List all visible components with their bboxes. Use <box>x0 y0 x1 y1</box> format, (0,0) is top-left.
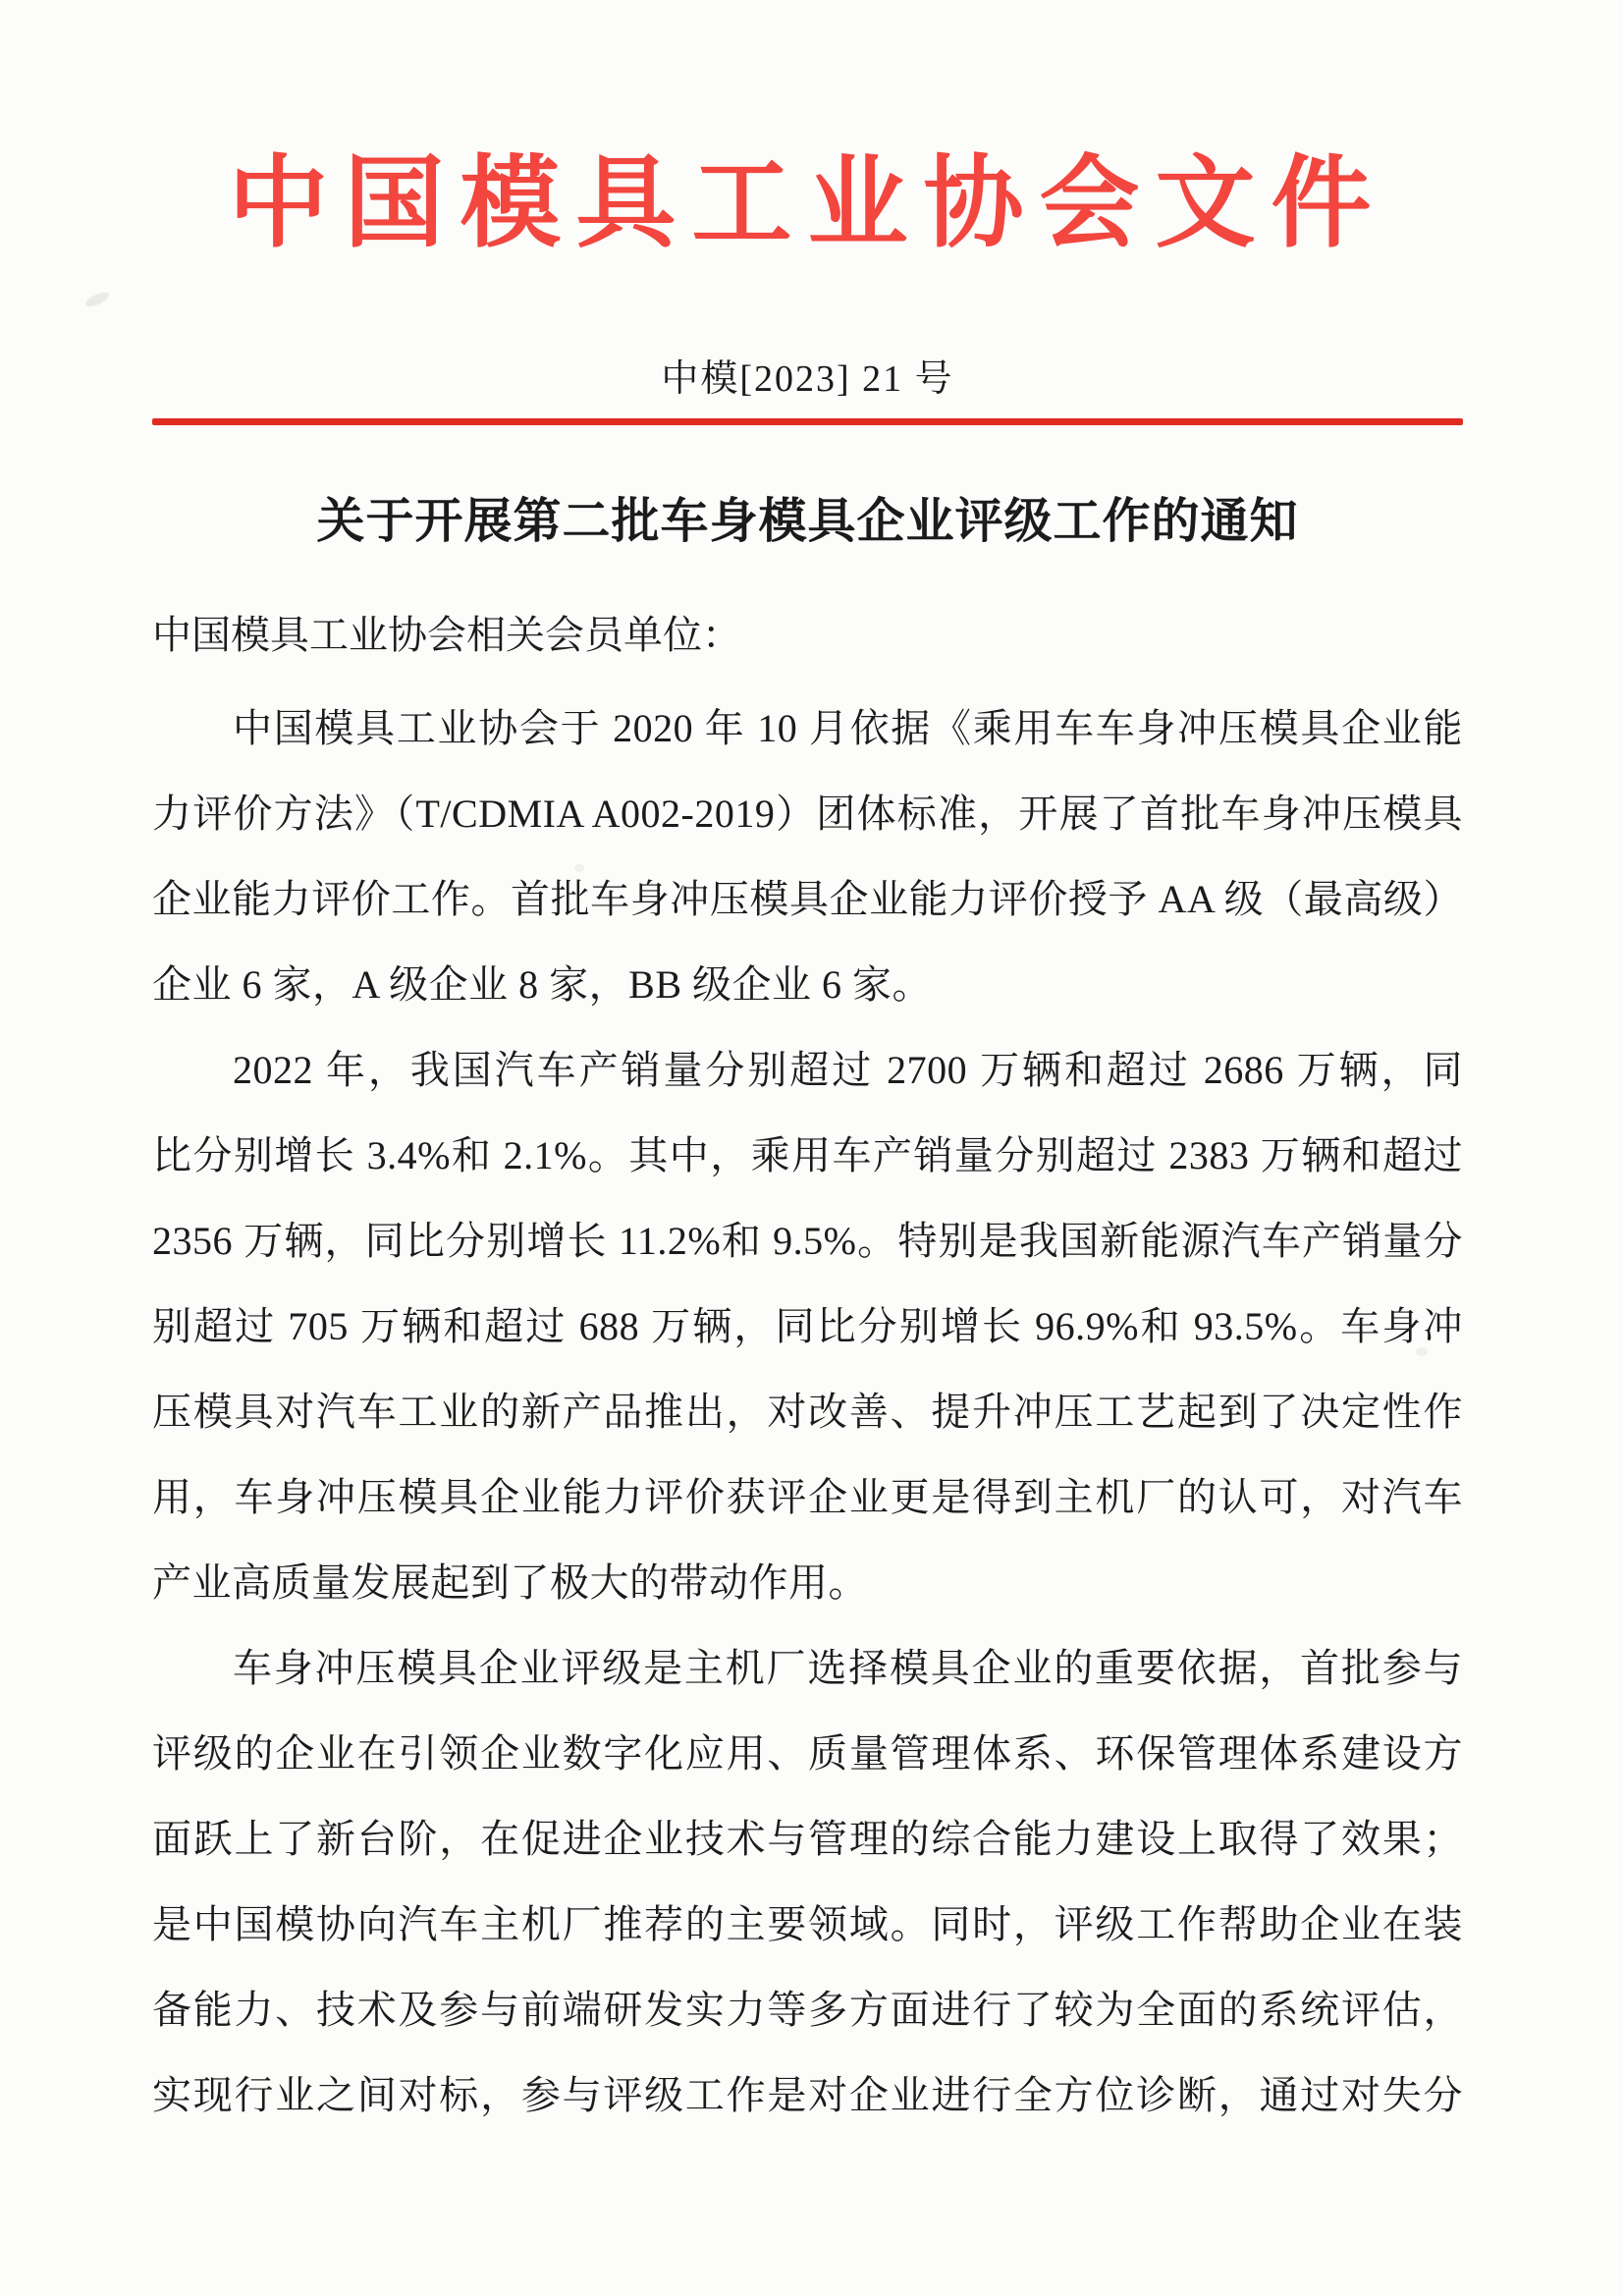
body-text <box>152 685 1463 2138</box>
body-line: 压模具对汽车工业的新产品推出，对改善、提升冲压工艺起到了决定性作 <box>152 1390 1463 1434</box>
document-content <box>152 0 1463 2138</box>
red-divider-rule <box>152 418 1463 425</box>
notice-title: 关于开展第二批车身模具企业评级工作的通知 <box>316 494 1299 548</box>
body-line: 企业能力评价工作。首批车身冲压模具企业能力评价授予 AA 级（最高级） <box>152 877 1463 921</box>
body-line: 备能力、技术及参与前端研发实力等多方面进行了较为全面的系统评估， <box>152 1988 1463 2032</box>
body-line: 产业高质量发展起到了极大的带动作用。 <box>152 1560 868 1605</box>
body-line: 中国模具工业协会于 2020 年 10 月依据《乘用车车身冲压模具企业能 <box>233 706 1463 750</box>
body-line: 比分别增长 3.4%和 2.1%。其中，乘用车产销量分别超过 2383 万辆和超过 <box>152 1133 1463 1177</box>
body-line: 力评价方法》（T/CDMIA A002-2019）团体标准，开展了首批车身冲压模具 <box>152 792 1463 836</box>
letterhead-title: 中国模具工业协会文件 <box>228 149 1387 260</box>
body-line: 实现行业之间对标，参与评级工作是对企业进行全方位诊断，通过对失分 <box>152 2073 1463 2117</box>
body-line: 车身冲压模具企业评级是主机厂选择模具企业的重要依据，首批参与 <box>233 1646 1463 1690</box>
body-line: 企业 6 家，A 级企业 8 家，BB 级企业 6 家。 <box>152 962 933 1007</box>
body-line: 评级的企业在引领企业数字化应用、质量管理体系、环保管理体系建设方 <box>152 1731 1463 1776</box>
body-line: 别超过 705 万辆和超过 688 万辆，同比分别增长 96.9%和 93.5%。车身冲 <box>152 1304 1463 1348</box>
document-number: 中模[2023] 21 号 <box>661 358 954 400</box>
body-line: 是中国模协向汽车主机厂推荐的主要领域。同时，评级工作帮助企业在装 <box>152 1902 1463 1946</box>
body-line: 面跃上了新台阶，在促进企业技术与管理的综合能力建设上取得了效果； <box>152 1817 1463 1861</box>
salutation: 中国模具工业协会相关会员单位： <box>152 613 741 657</box>
body-line: 用，车身冲压模具企业能力评价获评企业更是得到主机厂的认可，对汽车 <box>152 1475 1463 1519</box>
body-line: 2356 万辆，同比分别增长 11.2%和 9.5%。特别是我国新能源汽车产销量分 <box>152 1219 1463 1263</box>
body-line: 2022 年，我国汽车产销量分别超过 2700 万辆和超过 2686 万辆，同 <box>233 1048 1463 1092</box>
scan-artifact <box>83 290 111 309</box>
